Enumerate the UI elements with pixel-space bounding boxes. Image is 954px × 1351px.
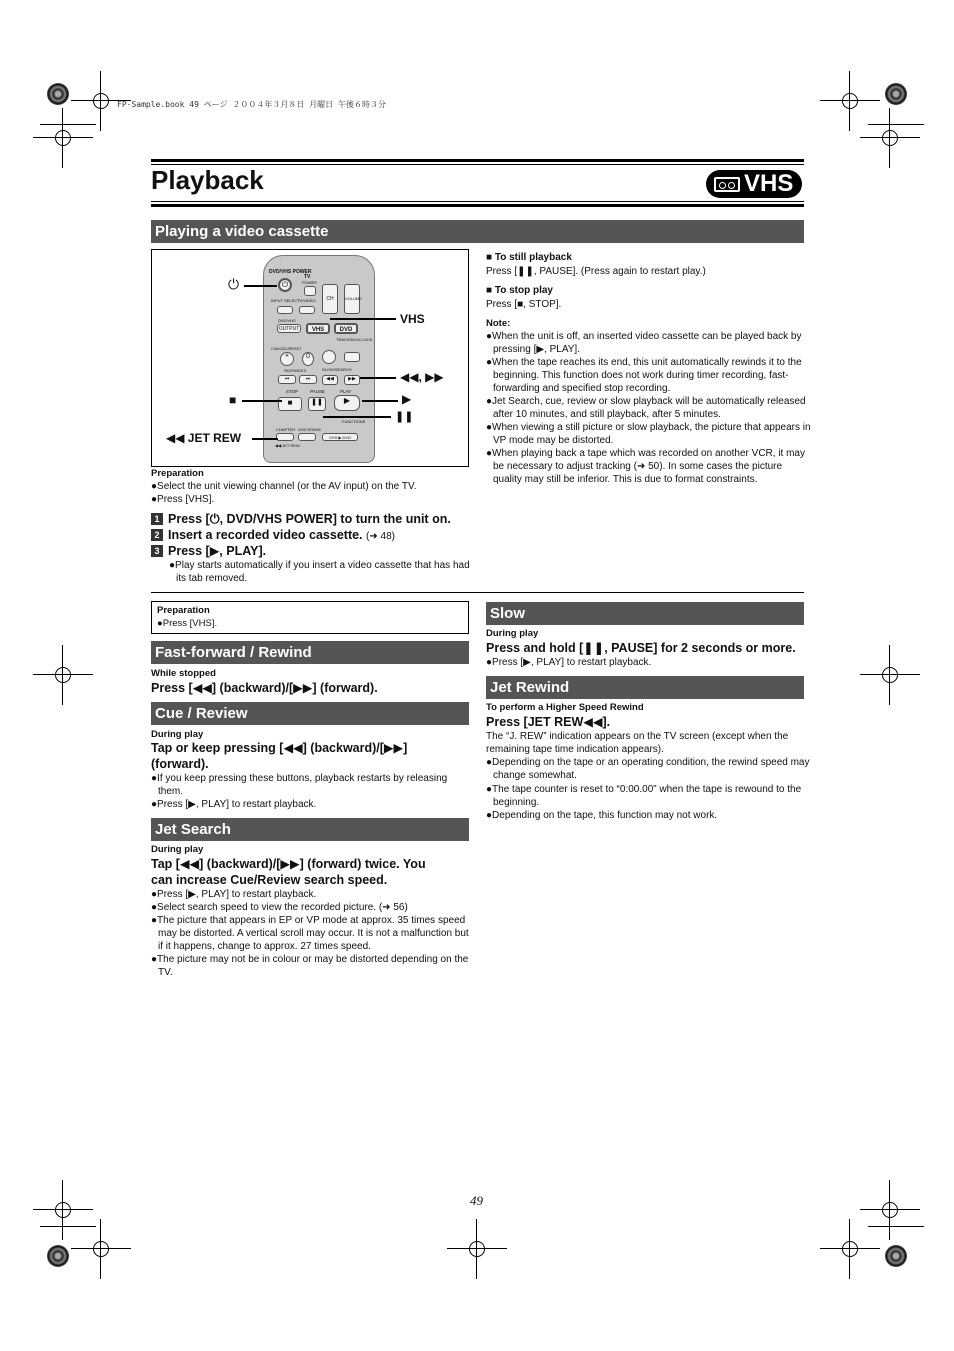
- vhs-to-dvd-button[interactable]: VHS ▶ DVD: [322, 433, 358, 441]
- crop-mark: [820, 1219, 880, 1279]
- callout-pause-label: ❚❚: [395, 411, 414, 423]
- cassette-icon: [714, 177, 740, 192]
- section-heading-slow: Slow: [486, 602, 804, 625]
- remote-label: TRACKING/V-LOCK: [336, 337, 373, 342]
- callout-stop-label: ■: [229, 393, 237, 407]
- slow-bullet: ●Press [▶, PLAY] to restart playback.: [486, 657, 652, 668]
- jet-search-bullet: ●The picture may not be in colour or may be distorted depending on the TV.: [151, 954, 469, 978]
- dvd-button[interactable]: DVD: [334, 323, 358, 334]
- registration-dial-top-left: [47, 83, 69, 105]
- remote-label: CHAPTER: [276, 427, 296, 432]
- step-2: 2 Insert a recorded video cassette. (➜ 48): [151, 527, 471, 545]
- preparation-box: [151, 601, 469, 634]
- section-heading-jet-search: Jet Search: [151, 818, 469, 841]
- cue-review-context: During play: [151, 729, 204, 740]
- cue-review-bullet: ●Press [▶, PLAY] to restart playback.: [151, 799, 317, 810]
- trim-line: [40, 124, 96, 125]
- zero-button[interactable]: 0: [302, 352, 314, 366]
- preparation-box-label: Preparation: [157, 605, 210, 616]
- step-3: 3 Press [▶, PLAY].: [151, 543, 471, 559]
- cancel-button[interactable]: ✳: [280, 352, 294, 366]
- vhs-button[interactable]: VHS: [306, 323, 330, 334]
- jet-rewind-instruction: Press [JET REW◀◀].: [486, 715, 611, 729]
- stop-play-title: ■ To stop play: [486, 285, 553, 296]
- stop-play-text: Press [■, STOP].: [486, 299, 562, 310]
- slow-instruction: Press and hold [❚❚, PAUSE] for 2 seconds or more.: [486, 641, 796, 655]
- page-number: 49: [470, 1193, 483, 1208]
- note-item: ●When playing back a tape which was recorded on another VCR, it may be necessary to adjust tracking (➜ 50). In some cases the picture quality may still be inferior. This is due to format constraints.: [486, 448, 805, 485]
- remote-label: ◀◀ JET REW: [275, 443, 300, 448]
- registration-dial-top-right: [885, 83, 907, 105]
- title-rule-top: [151, 159, 804, 162]
- remote-control: [263, 255, 375, 463]
- callout-vhs-label: VHS: [400, 312, 425, 326]
- power-button[interactable]: ⏻: [278, 278, 292, 292]
- callout-jet-rew-label: ◀◀ JET REW: [166, 431, 242, 445]
- registration-dial-bottom-right: [885, 1245, 907, 1267]
- still-playback-title: ■ To still playback: [486, 252, 572, 263]
- preparation-label: Preparation: [151, 468, 204, 479]
- remote-label: CH: [326, 296, 334, 302]
- remote-label: PAUSE: [310, 389, 325, 394]
- ch-rocker[interactable]: [322, 284, 338, 314]
- preparation-box-item: ●Press [VHS].: [157, 618, 218, 629]
- ff-button[interactable]: ▶▶: [344, 375, 360, 385]
- registration-dial-bottom-left: [47, 1245, 69, 1267]
- tracking-button-right[interactable]: [344, 352, 360, 362]
- remote-label: DVD/VHS: [278, 318, 296, 323]
- jet-search-instruction: can increase Cue/Review search speed.: [151, 873, 388, 887]
- note-item: ●When the tape reaches its end, this unit automatically rewinds it to the beginning. This function does not work during timer recording, fast-forwarding and specified stop recording.: [486, 357, 802, 394]
- page-title: Playback: [151, 165, 264, 195]
- trim-line: [868, 124, 924, 125]
- remote-label: FUNCTIONS: [342, 419, 366, 424]
- play-button[interactable]: ▶: [334, 395, 360, 411]
- jet-search-instruction: Tap [◀◀] (backward)/[▶▶] (forward) twice. You: [151, 857, 426, 871]
- slow-context: During play: [486, 628, 539, 639]
- stop-button[interactable]: ■: [278, 397, 302, 411]
- print-file-stamp: FP-Sample.book 49 ページ ２００４年３月８日 月曜日 午後６時３分: [117, 100, 386, 109]
- callout-power-label: ⏻: [228, 276, 240, 292]
- dvd-erase-button[interactable]: [298, 433, 316, 441]
- input-select-button[interactable]: [277, 306, 293, 314]
- title-rule-bottom: [151, 204, 804, 207]
- remote-label: TV: [304, 274, 311, 280]
- remote-label: STOP: [286, 389, 299, 394]
- ff-rewind-context: While stopped: [151, 668, 216, 679]
- jet-rewind-bullet: ●The tape counter is reset to “0:00.00” when the tape is rewound to the beginning.: [486, 784, 802, 808]
- remote-label: CANCEL/RESET: [271, 346, 302, 351]
- trim-line: [40, 79, 41, 80]
- jet-search-bullet: ●Select search speed to view the recorded picture. (➜ 56): [151, 902, 408, 913]
- rew-button[interactable]: ◀◀: [322, 375, 338, 385]
- preparation-item: ●Press [VHS].: [151, 494, 215, 505]
- section-heading-cue-review: Cue / Review: [151, 702, 469, 725]
- callout-line: [360, 377, 396, 379]
- remote-label: POWER: [302, 280, 318, 285]
- trim-line: [40, 1226, 96, 1227]
- remote-label: DVD/VHS POWER: [269, 269, 312, 275]
- callout-line: [323, 416, 391, 418]
- volume-rocker[interactable]: [344, 284, 360, 314]
- note-item: ●Jet Search, cue, review or slow playback will be automatically released after 10 minutes, and still playback, after 5 minutes.: [486, 396, 806, 420]
- tv-power-button[interactable]: [304, 286, 316, 296]
- section-divider: [151, 592, 804, 593]
- preparation-item: ●Select the unit viewing channel (or the AV input) on the TV.: [151, 481, 417, 492]
- jet-rewind-context: To perform a Higher Speed Rewind: [486, 702, 644, 713]
- callout-line: [330, 318, 396, 320]
- crop-mark: [860, 108, 920, 168]
- step-3-note: ●Play starts automatically if you insert a video cassette that has had its tab removed.: [169, 560, 470, 584]
- remote-label: DVD ERASE: [298, 427, 322, 432]
- remote-label: SKIP/INDEX: [284, 368, 307, 373]
- cue-review-instruction: Tap or keep pressing [◀◀] (backward)/[▶▶]: [151, 741, 408, 755]
- remote-label: TV/VIDEO: [297, 298, 316, 303]
- note-item: ●When viewing a still picture or slow playback, the picture that appears in VP mode may be distorted.: [486, 422, 811, 446]
- chapter-button[interactable]: [276, 433, 294, 441]
- callout-line: [242, 400, 282, 402]
- callout-play-label: ▶: [402, 392, 412, 406]
- crop-mark: [33, 645, 93, 705]
- cue-review-instruction: (forward).: [151, 757, 209, 771]
- trim-line: [868, 1226, 924, 1227]
- section-heading-jet-rewind: Jet Rewind: [486, 676, 804, 699]
- skip-forward-button[interactable]: ⏭: [299, 375, 317, 384]
- callout-line: [244, 285, 277, 287]
- section-heading-playing: Playing a video cassette: [151, 220, 804, 243]
- output-button[interactable]: OUTPUT: [278, 326, 300, 332]
- ff-rewind-instruction: Press [◀◀] (backward)/[▶▶] (forward).: [151, 681, 378, 695]
- remote-label: SLOW/SEARCH: [322, 367, 352, 372]
- callout-line: [362, 400, 398, 402]
- remote-label: VOLUME: [345, 296, 362, 301]
- note-label: Note:: [486, 318, 511, 329]
- crop-mark: [33, 108, 93, 168]
- jet-rewind-bullet: ●Depending on the tape or an operating condition, the rewind speed may change somewhat.: [486, 757, 810, 781]
- tvvideo-button[interactable]: [299, 306, 315, 314]
- callout-skip-label: ◀◀, ▶▶: [400, 370, 444, 384]
- jet-rewind-description: The “J. REW” indication appears on the TV screen (except when the remaining tape time indication appears).: [486, 731, 789, 755]
- jet-search-bullet: ●The picture that appears in EP or VP mode at approx. 35 times speed may be distorted. A vertical scroll may occur. It is not a malfunction but if it happens, change to approx. 27 times speed.: [151, 915, 469, 952]
- note-item: ●When the unit is off, an inserted video cassette can be played back by pressing [▶, PLAY].: [486, 331, 802, 355]
- jet-rewind-bullet: ●Depending on the tape, this function may not work.: [486, 810, 718, 821]
- still-playback-text: Press [❚❚, PAUSE]. (Press again to restart play.): [486, 266, 706, 277]
- crop-mark: [860, 645, 920, 705]
- jet-search-context: During play: [151, 844, 204, 855]
- remote-label: PLAY: [340, 389, 352, 394]
- crop-mark: [447, 1219, 507, 1279]
- remote-label: INPUT SELECT: [271, 298, 300, 303]
- crop-mark: [71, 1219, 131, 1279]
- vhs-badge-label: VHS: [744, 170, 794, 197]
- pause-button[interactable]: ❚❚: [308, 397, 326, 411]
- cue-review-bullet: ●If you keep pressing these buttons, playback restarts by releasing them.: [151, 773, 448, 797]
- vhs-badge: [706, 170, 802, 198]
- title-rule-bottom-thin: [151, 201, 804, 202]
- step-1: 1 Press [⏻, DVD/VHS POWER] to turn the unit on.: [151, 511, 471, 527]
- tracking-button[interactable]: [322, 350, 336, 364]
- jet-search-bullet: ●Press [▶, PLAY] to restart playback.: [151, 889, 317, 900]
- section-heading-ff-rewind: Fast-forward / Rewind: [151, 641, 469, 664]
- skip-back-button[interactable]: ⏮: [278, 375, 296, 384]
- callout-line: [252, 438, 278, 440]
